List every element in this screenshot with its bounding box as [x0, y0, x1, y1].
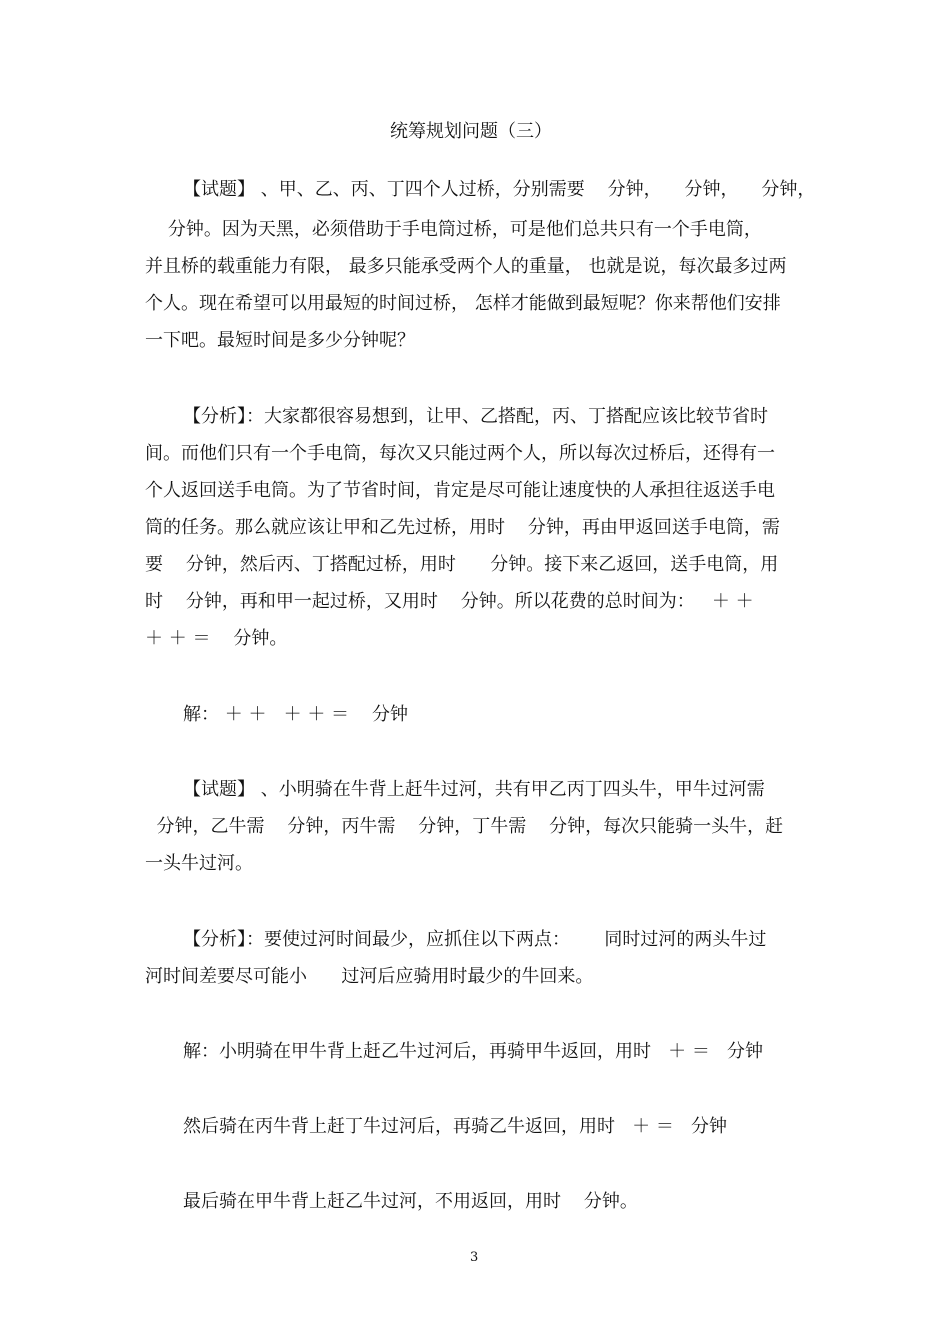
- analysis-1-line-3: 个人返回送手电筒。为了节省时间，肯定是尽可能让速度快的人承担往返送手电: [145, 480, 775, 501]
- page-number: 3: [470, 1250, 479, 1265]
- analysis-1-line-5: 要 分钟，然后丙、丁搭配过桥，用时 分钟。接下来乙返回，送手电筒，用: [145, 554, 779, 575]
- problem-2-line-1: 【试题】 、小明骑在牛背上赶牛过河，共有甲乙丙丁四头牛，甲牛过河需: [183, 779, 765, 800]
- analysis-1-line-4: 筒的任务。那么就应该让甲和乙先过桥，用时 分钟，再由甲返回送手电筒，需: [145, 517, 780, 538]
- problem-1-line-4: 个人。现在希望可以用最短的时间过桥， 怎样才能做到最短呢？你来帮他们安排: [145, 293, 781, 314]
- analysis-1-line-7: ＋ ＋ ＝ 分钟。: [145, 628, 288, 649]
- problem-1-line-2: 分钟。因为天黑，必须借助于手电筒过桥，可是他们总共只有一个手电筒，: [145, 219, 762, 240]
- page-title: 统筹规划问题（三）: [390, 121, 552, 142]
- analysis-1-line-1: 【分析】：大家都很容易想到，让甲、乙搭配，丙、丁搭配应该比较节省时: [183, 406, 768, 427]
- problem-2-line-3: 一头牛过河。: [145, 853, 253, 874]
- analysis-2-line-2: 河时间差要尽可能小 过河后应骑用时最少的牛回来。: [145, 966, 594, 987]
- analysis-2-line-1: 【分析】：要使过河时间最少，应抓住以下两点： 同时过河的两头牛过: [183, 929, 767, 950]
- analysis-1-line-2: 间。而他们只有一个手电筒，每次又只能过两个人，所以每次过桥后，还得有一: [145, 443, 775, 464]
- analysis-1-line-6: 时 分钟，再和甲一起过桥，又用时 分钟。所以花费的总时间为： ＋ ＋: [145, 591, 754, 612]
- solution-2-line-2: 然后骑在丙牛背上赶丁牛过河后，再骑乙牛返回，用时 ＋ ＝ 分钟: [183, 1116, 728, 1137]
- solution-2-line-3: 最后骑在甲牛背上赶乙牛过河，不用返回，用时 分钟。: [183, 1191, 638, 1212]
- problem-2-line-2: 分钟，乙牛需 分钟，丙牛需 分钟，丁牛需 分钟，每次只能骑一头牛，赶: [145, 816, 784, 837]
- problem-1-line-5: 一下吧。最短时间是多少分钟呢？: [145, 330, 415, 351]
- problem-1-line-1: 【试题】 、甲、乙、丙、丁四个人过桥，分别需要 分钟， 分钟， 分钟，: [183, 179, 816, 200]
- solution-2-line-1: 解：小明骑在甲牛背上赶乙牛过河后，再骑甲牛返回，用时 ＋ ＝ 分钟: [183, 1041, 764, 1062]
- problem-1-line-3: 并且桥的载重能力有限， 最多只能承受两个人的重量， 也就是说，每次最多过两: [145, 256, 787, 277]
- solution-1: 解： ＋ ＋ ＋ ＋ ＝ 分钟: [183, 704, 408, 725]
